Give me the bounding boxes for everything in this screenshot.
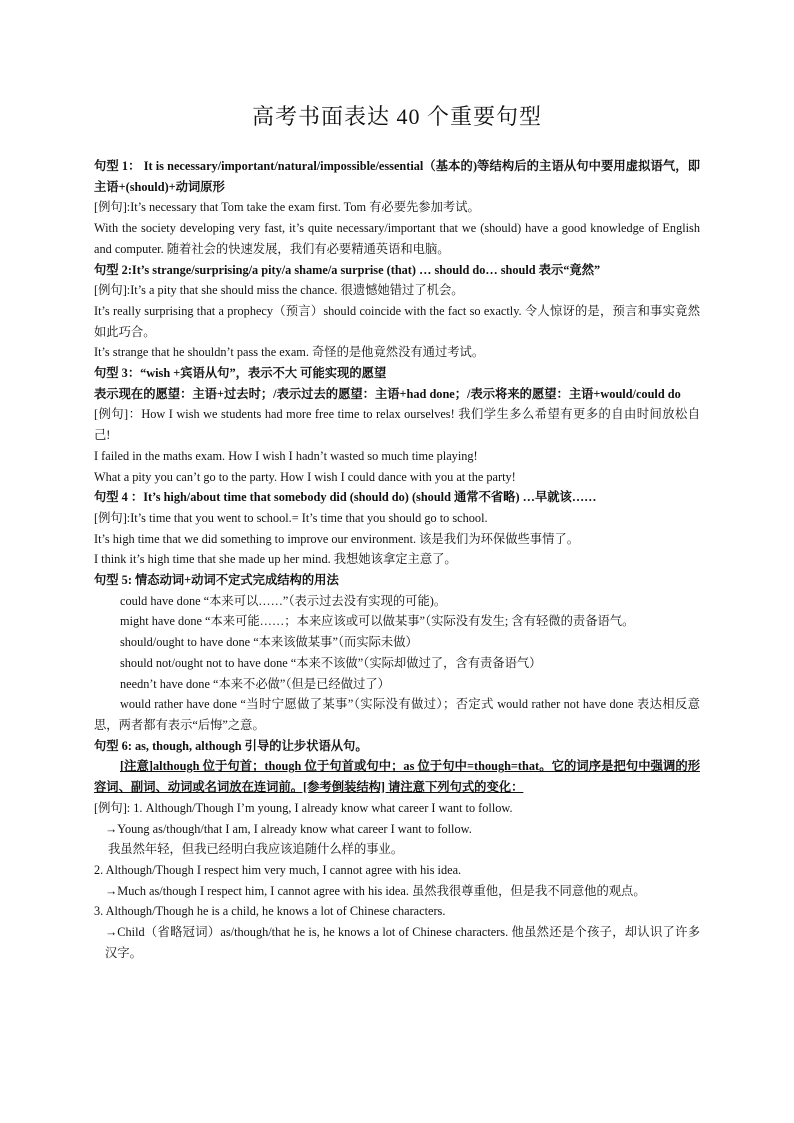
pattern-6-heading: 句型 6: as, though, although 引导的让步状语从句。 [94,738,368,753]
pattern-1-heading: 句型 1： It is necessary/important/natural/impossible/essential（基本的)等结构后的主语从句中要用虚拟语气，即主语+(should)+动词原形 [94,159,700,194]
example-line: It’s strange that he shouldn’t pass the exam. 奇怪的是他竟然没有通过考试。 [94,345,485,360]
example-line: [例句]:It’s time that you went to school.= It’s time that you should go to school. [94,510,488,525]
document-title: 高考书面表达 40 个重要句型 [251,104,542,129]
pattern-2-heading: 句型 2:It’s strange/surprising/a pity/a shame/a surprise (that) … should do… should 表示“竟然” [94,262,601,277]
example-line: 3. Although/Though he is a child, he knows a lot of Chinese characters. [94,904,446,919]
usage-line: should/ought to have done “本来该做某事”（而实际未做） [120,635,418,650]
example-line: [例句]:It’s necessary that Tom take the exam first. Tom 有必要先参加考试。 [94,200,480,215]
example-line: →Young as/though/that I am, I already know what career I want to follow. [105,821,472,836]
pattern-4-heading: 句型 4 ：It’s high/about time that somebody did (should do) (should 通常不省略) …早就该…… [94,490,597,505]
example-line: I think it’s high time that she made up her mind. 我想她该拿定主意了。 [94,552,457,567]
example-line: 2. Although/Though I respect him very much, I cannot agree with his idea. [94,862,462,877]
usage-line: needn’t have done “本来不必做”（但是已经做过了） [120,676,390,691]
example-line: I failed in the maths exam. How I wish I hadn’t wasted so much time playing! [94,448,478,463]
usage-line: might have done “本来可能……；本来应该或可以做某事”（实际没有发生; 含有轻微的责备语气。 [120,614,635,629]
example-line: 我虽然年轻，但我已经明白我应该追随什么样的事业。 [108,842,404,857]
example-line: What a pity you can’t go to the party. How I wish I could dance with you at the party! [94,469,516,484]
pattern-6-note: [注意]although 位于句首；though 位于句首或句中；as 位于句中=though=that。它的词序是把句中强调的形容词、副词、动词或名词放在连词前。[参考倒装结构] 请注意下列句式的变化： [94,759,700,795]
pattern-3-heading: 句型 3：“wish +宾语从句”，表示不大 可能实现的愿望 [94,366,387,381]
pattern-5-heading: 句型 5: 情态动词+动词不定式完成结构的用法 [94,573,339,588]
example-line: →Much as/though I respect him, I cannot agree with his idea. 虽然我很尊重他，但是我不同意他的观点。 [105,883,646,898]
example-line: It’s high time that we did something to improve our environment. 该是我们为环保做些事情了。 [94,531,579,546]
example-line: With the society developing very fast, it’s quite necessary/important that we (should) have a good knowledge of English and computer. 随着社会的快速发展，我们有必要精通英语和电脑。 [94,221,700,256]
usage-line: should not/ought not to have done “本来不该做”（实际却做过了，含有责备语气） [120,655,542,670]
usage-line: could have done “本来可以……”（表示过去没有实现的可能)。 [120,593,447,608]
example-line: →Child（省略冠词）as/though/that he is, he knows a lot of Chinese characters. 他虽然还是个孩子，却认识了许多汉字。 [105,925,700,960]
example-line: [例句]：How I wish we students had more free time to relax ourselves! 我们学生多么希望有更多的自由时间放松自己! [94,407,700,443]
example-line: It’s really surprising that a prophecy（预言）should coincide with the fact so exactly. 令人惊讶的是，预言和事实竟然如此巧合。 [94,303,700,339]
example-line: [例句]: 1. Although/Though I’m young, I already know what career I want to follow. [94,800,513,815]
usage-line: would rather have done “当时宁愿做了某事”（实际没有做过）；否定式 would rather not have done 表达相反意思，两者都有表示“后悔”之意。 [94,697,700,732]
example-line: [例句]:It’s a pity that she should miss the chance. 很遗憾她错过了机会。 [94,283,464,298]
document-body [94,156,700,963]
pattern-3-rule: 表示现在的愿望：主语+过去时；/表示过去的愿望：主语+had done；/表示将来的愿望：主语+would/could do [94,386,681,401]
